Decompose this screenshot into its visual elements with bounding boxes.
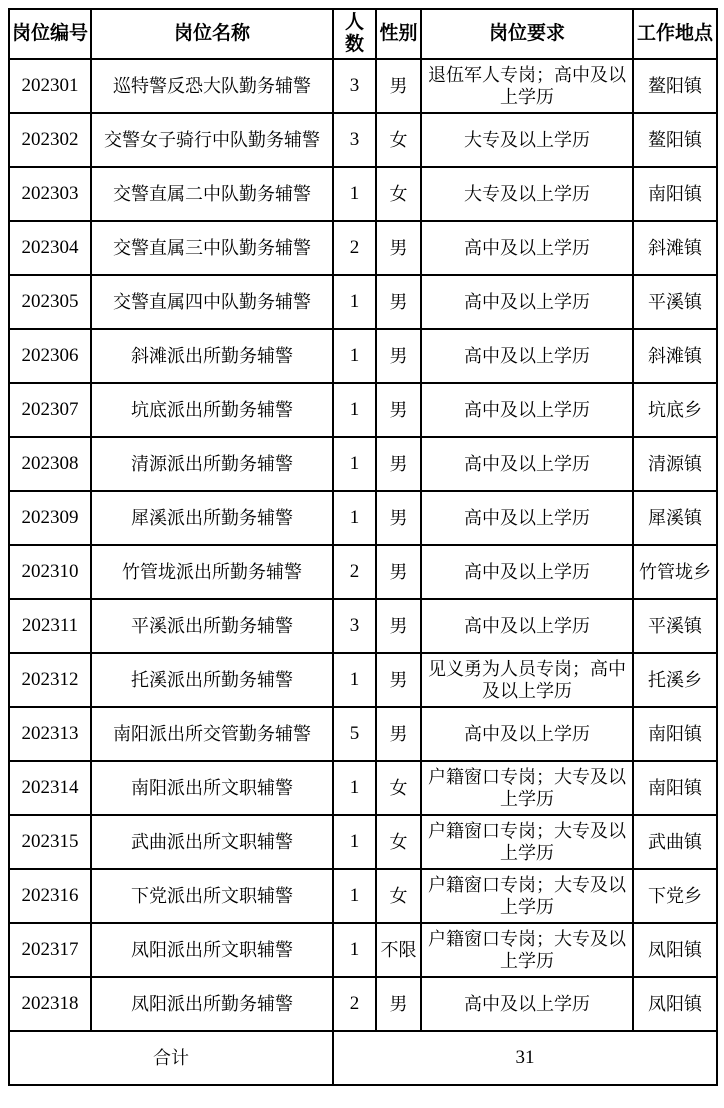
headcount-cell: 1 [333,491,376,545]
position-code-cell: 202317 [9,923,91,977]
work-location-cell: 平溪镇 [633,599,717,653]
gender-cell: 不限 [376,923,421,977]
position-code-cell: 202313 [9,707,91,761]
work-location-cell: 斜滩镇 [633,221,717,275]
gender-cell: 男 [376,221,421,275]
position-name-cell: 凤阳派出所文职辅警 [91,923,333,977]
work-location-cell: 南阳镇 [633,167,717,221]
table-row [9,437,717,491]
header-headcount: 人数 [333,9,376,59]
gender-cell: 男 [376,707,421,761]
headcount-cell: 1 [333,923,376,977]
gender-cell: 男 [376,275,421,329]
headcount-cell: 3 [333,599,376,653]
headcount-cell: 1 [333,329,376,383]
position-code-cell: 202310 [9,545,91,599]
requirements-cell: 高中及以上学历 [421,275,633,329]
table-footer [9,1031,717,1085]
position-code-cell: 202312 [9,653,91,707]
work-location-cell: 鳌阳镇 [633,113,717,167]
headcount-cell: 3 [333,59,376,113]
position-name-cell: 交警女子骑行中队勤务辅警 [91,113,333,167]
table-row [9,491,717,545]
header-gender: 性别 [376,9,421,59]
gender-cell: 男 [376,59,421,113]
position-code-cell: 202303 [9,167,91,221]
header-position-name: 岗位名称 [91,9,333,59]
position-code-cell: 202302 [9,113,91,167]
requirements-cell: 高中及以上学历 [421,437,633,491]
position-name-cell: 竹管垅派出所勤务辅警 [91,545,333,599]
header-row [9,9,717,59]
work-location-cell: 南阳镇 [633,707,717,761]
gender-cell: 男 [376,437,421,491]
gender-cell: 男 [376,491,421,545]
header-work-location: 工作地点 [633,9,717,59]
headcount-cell: 2 [333,545,376,599]
requirements-cell: 高中及以上学历 [421,329,633,383]
position-code-cell: 202306 [9,329,91,383]
table-row [9,923,717,977]
position-code-cell: 202314 [9,761,91,815]
gender-cell: 女 [376,761,421,815]
recruitment-table [8,8,718,1086]
gender-cell: 女 [376,815,421,869]
gender-cell: 女 [376,167,421,221]
position-name-cell: 交警直属三中队勤务辅警 [91,221,333,275]
headcount-cell: 1 [333,761,376,815]
table-row [9,707,717,761]
headcount-cell: 1 [333,815,376,869]
table-row [9,869,717,923]
headcount-cell: 5 [333,707,376,761]
headcount-cell: 1 [333,653,376,707]
headcount-cell: 1 [333,437,376,491]
requirements-cell: 户籍窗口专岗；大专及以上学历 [421,923,633,977]
position-code-cell: 202316 [9,869,91,923]
position-code-cell: 202309 [9,491,91,545]
work-location-cell: 凤阳镇 [633,923,717,977]
work-location-cell: 鳌阳镇 [633,59,717,113]
gender-cell: 男 [376,599,421,653]
requirements-cell: 高中及以上学历 [421,221,633,275]
position-code-cell: 202315 [9,815,91,869]
requirements-cell: 高中及以上学历 [421,545,633,599]
position-code-cell: 202308 [9,437,91,491]
position-name-cell: 交警直属四中队勤务辅警 [91,275,333,329]
requirements-cell: 见义勇为人员专岗；高中及以上学历 [421,653,633,707]
table-row [9,221,717,275]
position-name-cell: 巡特警反恐大队勤务辅警 [91,59,333,113]
gender-cell: 男 [376,653,421,707]
requirements-cell: 大专及以上学历 [421,113,633,167]
headcount-cell: 2 [333,221,376,275]
position-name-cell: 斜滩派出所勤务辅警 [91,329,333,383]
requirements-cell: 户籍窗口专岗；大专及以上学历 [421,869,633,923]
footer-row [9,1031,717,1085]
position-name-cell: 清源派出所勤务辅警 [91,437,333,491]
gender-cell: 男 [376,329,421,383]
table-row [9,977,717,1031]
requirements-cell: 高中及以上学历 [421,599,633,653]
position-code-cell: 202311 [9,599,91,653]
work-location-cell: 托溪乡 [633,653,717,707]
work-location-cell: 武曲镇 [633,815,717,869]
headcount-cell: 1 [333,275,376,329]
requirements-cell: 高中及以上学历 [421,707,633,761]
work-location-cell: 斜滩镇 [633,329,717,383]
table-row [9,653,717,707]
footer-total-label: 合计 [9,1031,333,1085]
table-row [9,275,717,329]
table-body [9,59,717,1031]
work-location-cell: 平溪镇 [633,275,717,329]
gender-cell: 女 [376,869,421,923]
work-location-cell: 竹管垅乡 [633,545,717,599]
requirements-cell: 大专及以上学历 [421,167,633,221]
position-name-cell: 下党派出所文职辅警 [91,869,333,923]
work-location-cell: 清源镇 [633,437,717,491]
header-position-code: 岗位编号 [9,9,91,59]
table-row [9,599,717,653]
headcount-cell: 3 [333,113,376,167]
table-row [9,545,717,599]
requirements-cell: 户籍窗口专岗；大专及以上学历 [421,815,633,869]
gender-cell: 男 [376,977,421,1031]
table-row [9,761,717,815]
position-code-cell: 202301 [9,59,91,113]
table-row [9,383,717,437]
position-code-cell: 202305 [9,275,91,329]
position-name-cell: 南阳派出所文职辅警 [91,761,333,815]
requirements-cell: 高中及以上学历 [421,383,633,437]
work-location-cell: 犀溪镇 [633,491,717,545]
position-name-cell: 南阳派出所交管勤务辅警 [91,707,333,761]
headcount-cell: 2 [333,977,376,1031]
work-location-cell: 下党乡 [633,869,717,923]
work-location-cell: 坑底乡 [633,383,717,437]
table-row [9,329,717,383]
work-location-cell: 凤阳镇 [633,977,717,1031]
work-location-cell: 南阳镇 [633,761,717,815]
headcount-cell: 1 [333,869,376,923]
table-row [9,167,717,221]
table-row [9,815,717,869]
requirements-cell: 退伍军人专岗；高中及以上学历 [421,59,633,113]
position-name-cell: 武曲派出所文职辅警 [91,815,333,869]
headcount-cell: 1 [333,383,376,437]
position-name-cell: 犀溪派出所勤务辅警 [91,491,333,545]
position-name-cell: 托溪派出所勤务辅警 [91,653,333,707]
header-requirements: 岗位要求 [421,9,633,59]
requirements-cell: 户籍窗口专岗；大专及以上学历 [421,761,633,815]
position-name-cell: 坑底派出所勤务辅警 [91,383,333,437]
requirements-cell: 高中及以上学历 [421,977,633,1031]
position-code-cell: 202307 [9,383,91,437]
footer-total-value: 31 [333,1031,717,1085]
position-code-cell: 202318 [9,977,91,1031]
gender-cell: 男 [376,383,421,437]
requirements-cell: 高中及以上学历 [421,491,633,545]
position-code-cell: 202304 [9,221,91,275]
headcount-cell: 1 [333,167,376,221]
table-header [9,9,717,59]
position-name-cell: 凤阳派出所勤务辅警 [91,977,333,1031]
position-name-cell: 平溪派出所勤务辅警 [91,599,333,653]
gender-cell: 女 [376,113,421,167]
table-row [9,113,717,167]
position-name-cell: 交警直属二中队勤务辅警 [91,167,333,221]
table-row [9,59,717,113]
gender-cell: 男 [376,545,421,599]
